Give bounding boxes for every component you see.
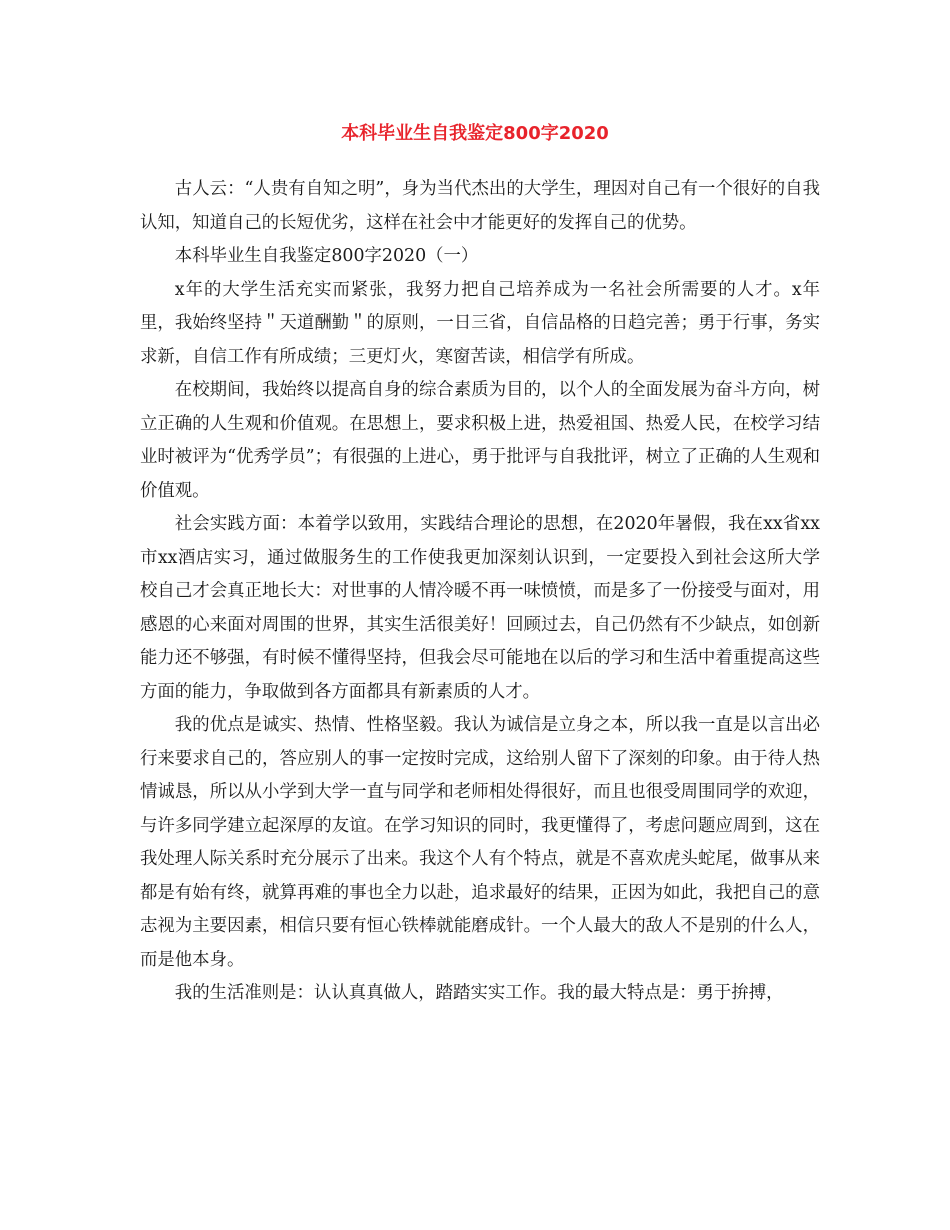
document-title: 本科毕业生自我鉴定800字2020 [341, 123, 609, 144]
paragraph: 我的优点是诚实、热情、性格坚毅。我认为诚信是立身之本，所以我一直是以言出必行来要求自己的，答应别人的事一定按时完成，这给别人留下了深刻的印象。由于待人热情诚恳，所以从小学到大学一直与同学和老师相处得很好，而且也很受周围同学的欢迎，与许多同学建立起深厚的友谊。在学习知识的同时，我更懂得了，考虑问题应周到，这在我处理人际关系时充分展示了出来。我这个人有个特点，就是不喜欢虎头蛇尾，做事从来都是有始有终，就算再难的事也全力以赴，追求最好的结果，正因为如此，我把自己的意志视为主要因素，相信只要有恒心铁棒就能磨成针。一个人最大的敌人不是别的什么人，而是他本身。 [140, 715, 820, 970]
document-body [140, 173, 820, 1011]
paragraph: 在校期间，我始终以提高自身的综合素质为目的，以个人的全面发展为奋斗方向，树立正确的人生观和价值观。在思想上，要求积极上进，热爱祖国、热爱人民，在校学习结业时被评为“优秀学员”；有很强的上进心，勇于批评与自我批评，树立了正确的人生观和价值观。 [140, 380, 820, 501]
paragraph: 我的生活准则是：认认真真做人，踏踏实实工作。我的最大特点是：勇于拚搏， [174, 983, 784, 1003]
section-heading: 本科毕业生自我鉴定800字2020（一） [174, 246, 479, 266]
paragraph: x年的大学生活充实而紧张，我努力把自己培养成为一名社会所需要的人才。x年里，我始终坚持＂天道酬勤＂的原则，一日三省，自信品格的日趋完善；勇于行事，务实求新，自信工作有所成绩；三更灯火，寒窗苦读，相信学有所成。 [140, 279, 820, 367]
paragraph-intro: 古人云：“人贵有自知之明”，身为当代杰出的大学生，理因对自己有一个很好的自我认知，知道自己的长短优劣，这样在社会中才能更好的发挥自己的优势。 [140, 179, 820, 233]
paragraph: 社会实践方面：本着学以致用，实践结合理论的思想，在2020年暑假，我在xx省xx市xx酒店实习，通过做服务生的工作使我更加深刻认识到，一定要投入到社会这所大学校自己才会真正地长大：对世事的人情冷暖不再一味愤愤，而是多了一份接受与面对，用感恩的心来面对周围的世界，其实生活很美好！回顾过去，自己仍然有不少缺点，如创新能力还不够强，有时候不懂得坚持，但我会尽可能地在以后的学习和生活中着重提高这些方面的能力，争取做到各方面都具有新素质的人才。 [140, 514, 820, 702]
